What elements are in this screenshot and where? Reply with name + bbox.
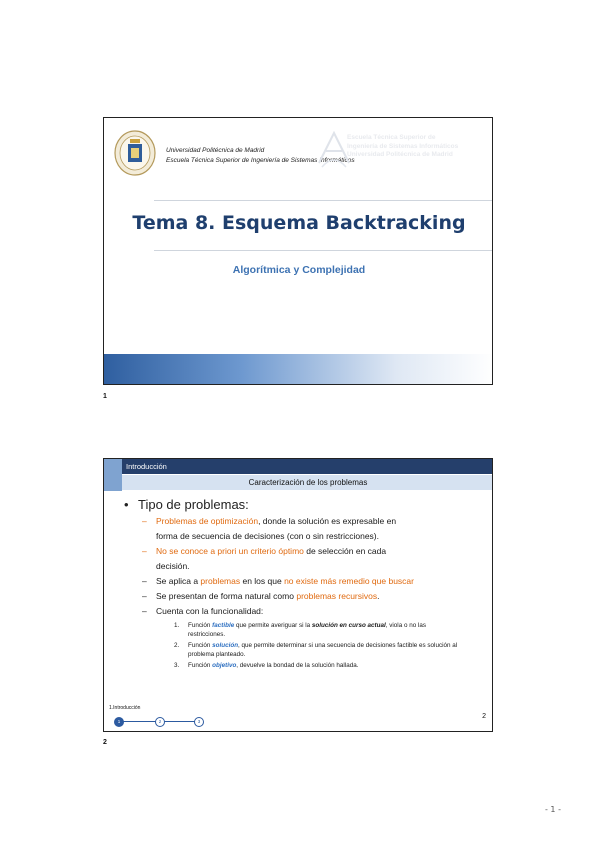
page-number: - 1 - (545, 805, 561, 814)
university-seal-logo (114, 130, 156, 176)
item-text: Se presentan de forma natural como (156, 591, 297, 601)
item-text: , devuelve la bondad de la solución hallada. (236, 662, 359, 669)
dash-icon: – (142, 546, 147, 556)
keyword: solución (212, 642, 239, 649)
item-text: Función (188, 662, 213, 669)
function-item (174, 621, 458, 639)
item-text: . (377, 591, 380, 601)
slide-2 (103, 458, 493, 732)
slide-page-number: 2 (482, 713, 486, 720)
dash-icon: – (142, 606, 147, 616)
slide-heading: Caracterización de los problemas (122, 475, 493, 490)
school-logo-text (347, 134, 458, 160)
slide-1 (103, 117, 493, 385)
slide-2-number: 2 (103, 739, 107, 746)
slide-title: Tema 8. Esquema Backtracking (132, 212, 466, 234)
highlight-text: problemas recursivos (296, 591, 378, 601)
dash-icon: – (142, 516, 147, 526)
item-text-cont: decisión. (156, 561, 190, 571)
item-text: Función (188, 642, 213, 649)
list-item (142, 544, 482, 574)
school-logo-line-1: Escuela Técnica Superior de (347, 134, 436, 141)
footer-gradient (104, 354, 493, 384)
highlight-text: problemas (200, 576, 241, 586)
item-text: Función (188, 622, 213, 629)
university-line-1: Universidad Politécnica de Madrid (166, 147, 265, 154)
university-line-2: Escuela Técnica Superior de Ingeniería de Sistemas Informáticos (166, 157, 355, 164)
slide-content (122, 497, 482, 670)
highlight-text: No se conoce a priori un criterio óptimo (156, 546, 304, 556)
item-text: en los que (240, 576, 285, 586)
function-item (174, 641, 458, 659)
emphasis: solución en curso actual (311, 622, 386, 629)
nav-dot-3[interactable]: 3 (194, 717, 204, 727)
item-text: de selección en cada (303, 546, 387, 556)
item-text: Se aplica a (156, 576, 201, 586)
list-item (142, 604, 482, 619)
title-rule-bottom (154, 250, 493, 251)
slide-subtitle: Algorítmica y Complejidad (232, 264, 366, 276)
dash-icon: – (142, 576, 147, 586)
item-text: , donde la solución es expresable en (258, 516, 397, 526)
slide-1-number: 1 (103, 393, 107, 400)
nav-dot-2[interactable]: 2 (155, 717, 165, 727)
list-item (142, 574, 482, 589)
item-number: 2. (174, 642, 180, 649)
function-item (174, 661, 458, 670)
keyword: factible (212, 622, 235, 629)
item-text-cont: forma de secuencia de decisiones (con o sin restricciones). (156, 531, 379, 541)
title-rule-top (154, 200, 493, 201)
list-item (142, 589, 482, 604)
nav-dot-1[interactable]: 1 (114, 717, 124, 727)
main-bullet-text: Tipo de problemas: (138, 497, 249, 512)
keyword: objetivo (212, 662, 237, 669)
item-text: que permite averiguar si la (234, 622, 312, 629)
item-text: , viola o no las restricciones. (188, 622, 427, 638)
highlight-text: no existe más remedio que buscar (284, 576, 414, 586)
bullet-dot-icon: • (124, 497, 129, 512)
footer-section-label: 1.Introducción (109, 705, 141, 711)
school-logo-line-2: Ingeniería de Sistemas Informáticos (347, 142, 459, 150)
item-number: 1. (174, 622, 180, 629)
list-item (142, 514, 482, 544)
item-text: Cuenta con la funcionalidad: (156, 606, 264, 616)
item-number: 3. (174, 662, 180, 669)
main-bullet (124, 497, 482, 512)
dash-icon: – (142, 591, 147, 601)
highlight-text: Problemas de optimización (156, 516, 259, 526)
section-bar: Introducción (122, 459, 493, 474)
item-text: , que permite determinar si una secuencia de decisiones factible es solución al problema planteado. (188, 642, 458, 658)
header-accent (104, 459, 122, 491)
school-logo-line-3: Universidad Politécnica de Madrid (347, 151, 453, 159)
